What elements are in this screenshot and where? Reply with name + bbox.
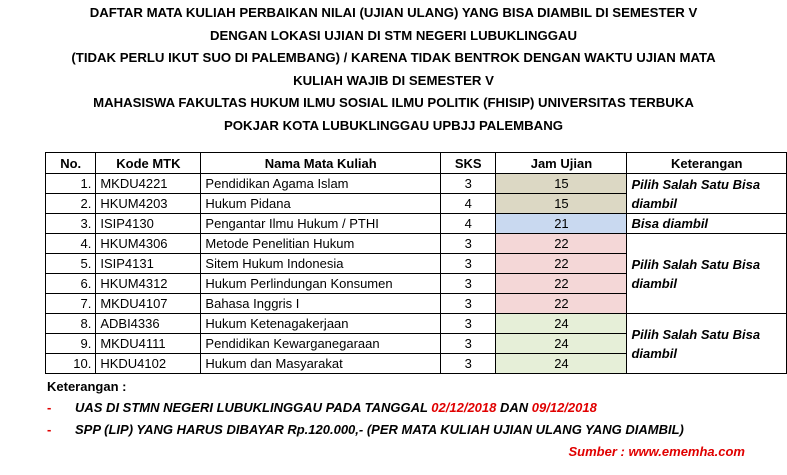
cell-nama: Pendidikan Agama Islam [201,174,441,194]
cell-no: 5. [46,254,96,274]
cell-nama: Metode Penelitian Hukum [201,234,441,254]
cell-no: 3. [46,214,96,234]
note-dash: - [47,400,52,415]
exam-date-2: 09/12/2018 [531,400,597,415]
table-row [46,214,787,234]
cell-jam: 22 [496,234,627,254]
notes-section [47,377,787,441]
cell-no: 4. [46,234,96,254]
cell-sks: 3 [441,354,496,374]
cell-sks: 3 [441,294,496,314]
cell-no: 9. [46,334,96,354]
cell-sks: 4 [441,194,496,214]
header-ket: Keterangan [627,153,787,174]
cell-kode: HKDU4102 [96,354,201,374]
cell-nama: Pendidikan Kewarganegaraan [201,334,441,354]
cell-nama: Hukum Ketenagakerjaan [201,314,441,334]
header-no: No. [46,153,96,174]
cell-sks: 3 [441,254,496,274]
heading-line-6: POKJAR KOTA LUBUKLINGGAU UPBJJ PALEMBANG [224,117,563,133]
exam-date-1: 02/12/2018 [431,400,497,415]
cell-keterangan: Pilih Salah Satu Bisa diambil [627,234,787,314]
cell-no: 10. [46,354,96,374]
header-kode: Kode MTK [96,153,201,174]
heading-line-2: DENGAN LOKASI UJIAN DI STM NEGERI LUBUKLINGGAU [209,27,578,43]
cell-keterangan: Bisa diambil [627,214,787,234]
cell-kode: ADBI4336 [96,314,201,334]
heading-line-5: MAHASISWA FAKULTAS HUKUM ILMU SOSIAL ILMU POLITIK (FHISIP) UNIVERSITAS TERBUKA [93,95,694,111]
cell-kode: MKDU4107 [96,294,201,314]
cell-nama: Hukum dan Masyarakat [201,354,441,374]
cell-nama: Hukum Pidana [201,194,441,214]
cell-no: 7. [46,294,96,314]
note-dash: - [47,422,52,437]
cell-keterangan: Pilih Salah Satu Bisa diambil [627,314,787,374]
header-sks: SKS [441,153,496,174]
cell-no: 1. [46,174,96,194]
cell-jam: 22 [496,274,627,294]
cell-sks: 3 [441,334,496,354]
cell-sks: 3 [441,274,496,294]
course-table [45,152,787,374]
cell-jam: 24 [496,354,627,374]
cell-nama: Pengantar Ilmu Hukum / PTHI [201,214,441,234]
note-line-1 [47,397,787,419]
cell-jam: 24 [496,314,627,334]
cell-nama: Sitem Hukum Indonesia [201,254,441,274]
note-text: DAN [496,400,532,415]
cell-kode: HKUM4203 [96,194,201,214]
cell-kode: ISIP4131 [96,254,201,274]
cell-sks: 3 [441,234,496,254]
cell-kode: HKUM4306 [96,234,201,254]
cell-no: 6. [46,274,96,294]
cell-jam: 15 [496,194,627,214]
cell-no: 2. [46,194,96,214]
cell-sks: 3 [441,174,496,194]
cell-kode: HKUM4312 [96,274,201,294]
cell-jam: 24 [496,334,627,354]
cell-sks: 4 [441,214,496,234]
source-credit: Sumber : www.ememha.com [568,444,745,459]
heading-line-3: (TIDAK PERLU IKUT SUO DI PALEMBANG) / KARENA TIDAK BENTROK DENGAN WAKTU UJIAN MATA [71,50,716,66]
cell-kode: ISIP4130 [96,214,201,234]
cell-jam: 22 [496,254,627,274]
cell-sks: 3 [441,314,496,334]
cell-jam: 22 [496,294,627,314]
cell-nama: Hukum Perlindungan Konsumen [201,274,441,294]
heading-line-1: DAFTAR MATA KULIAH PERBAIKAN NILAI (UJIAN ULANG) YANG BISA DIAMBIL DI SEMESTER V [89,5,698,20]
cell-kode: MKDU4221 [96,174,201,194]
cell-jam: 15 [496,174,627,194]
document-heading [0,2,787,138]
header-nama: Nama Mata Kuliah [201,153,441,174]
notes-title: Keterangan : [47,379,127,394]
table-row [46,314,787,334]
cell-nama: Bahasa Inggris I [201,294,441,314]
cell-no: 8. [46,314,96,334]
note-text: UAS DI STMN NEGERI LUBUKLINGGAU PADA TANGGAL [75,400,432,415]
table-row [46,234,787,254]
table-header-row [46,153,787,174]
heading-line-4: KULIAH WAJIB DI SEMESTER V [293,72,494,88]
cell-kode: MKDU4111 [96,334,201,354]
note-text: SPP (LIP) YANG HARUS DIBAYAR Rp.120.000,- (PER MATA KULIAH UJIAN ULANG YANG DIAMBIL) [75,422,684,437]
table-row [46,174,787,194]
header-jam: Jam Ujian [496,153,627,174]
note-line-2 [47,419,787,441]
cell-jam: 21 [496,214,627,234]
cell-keterangan: Pilih Salah Satu Bisa diambil [627,174,787,214]
